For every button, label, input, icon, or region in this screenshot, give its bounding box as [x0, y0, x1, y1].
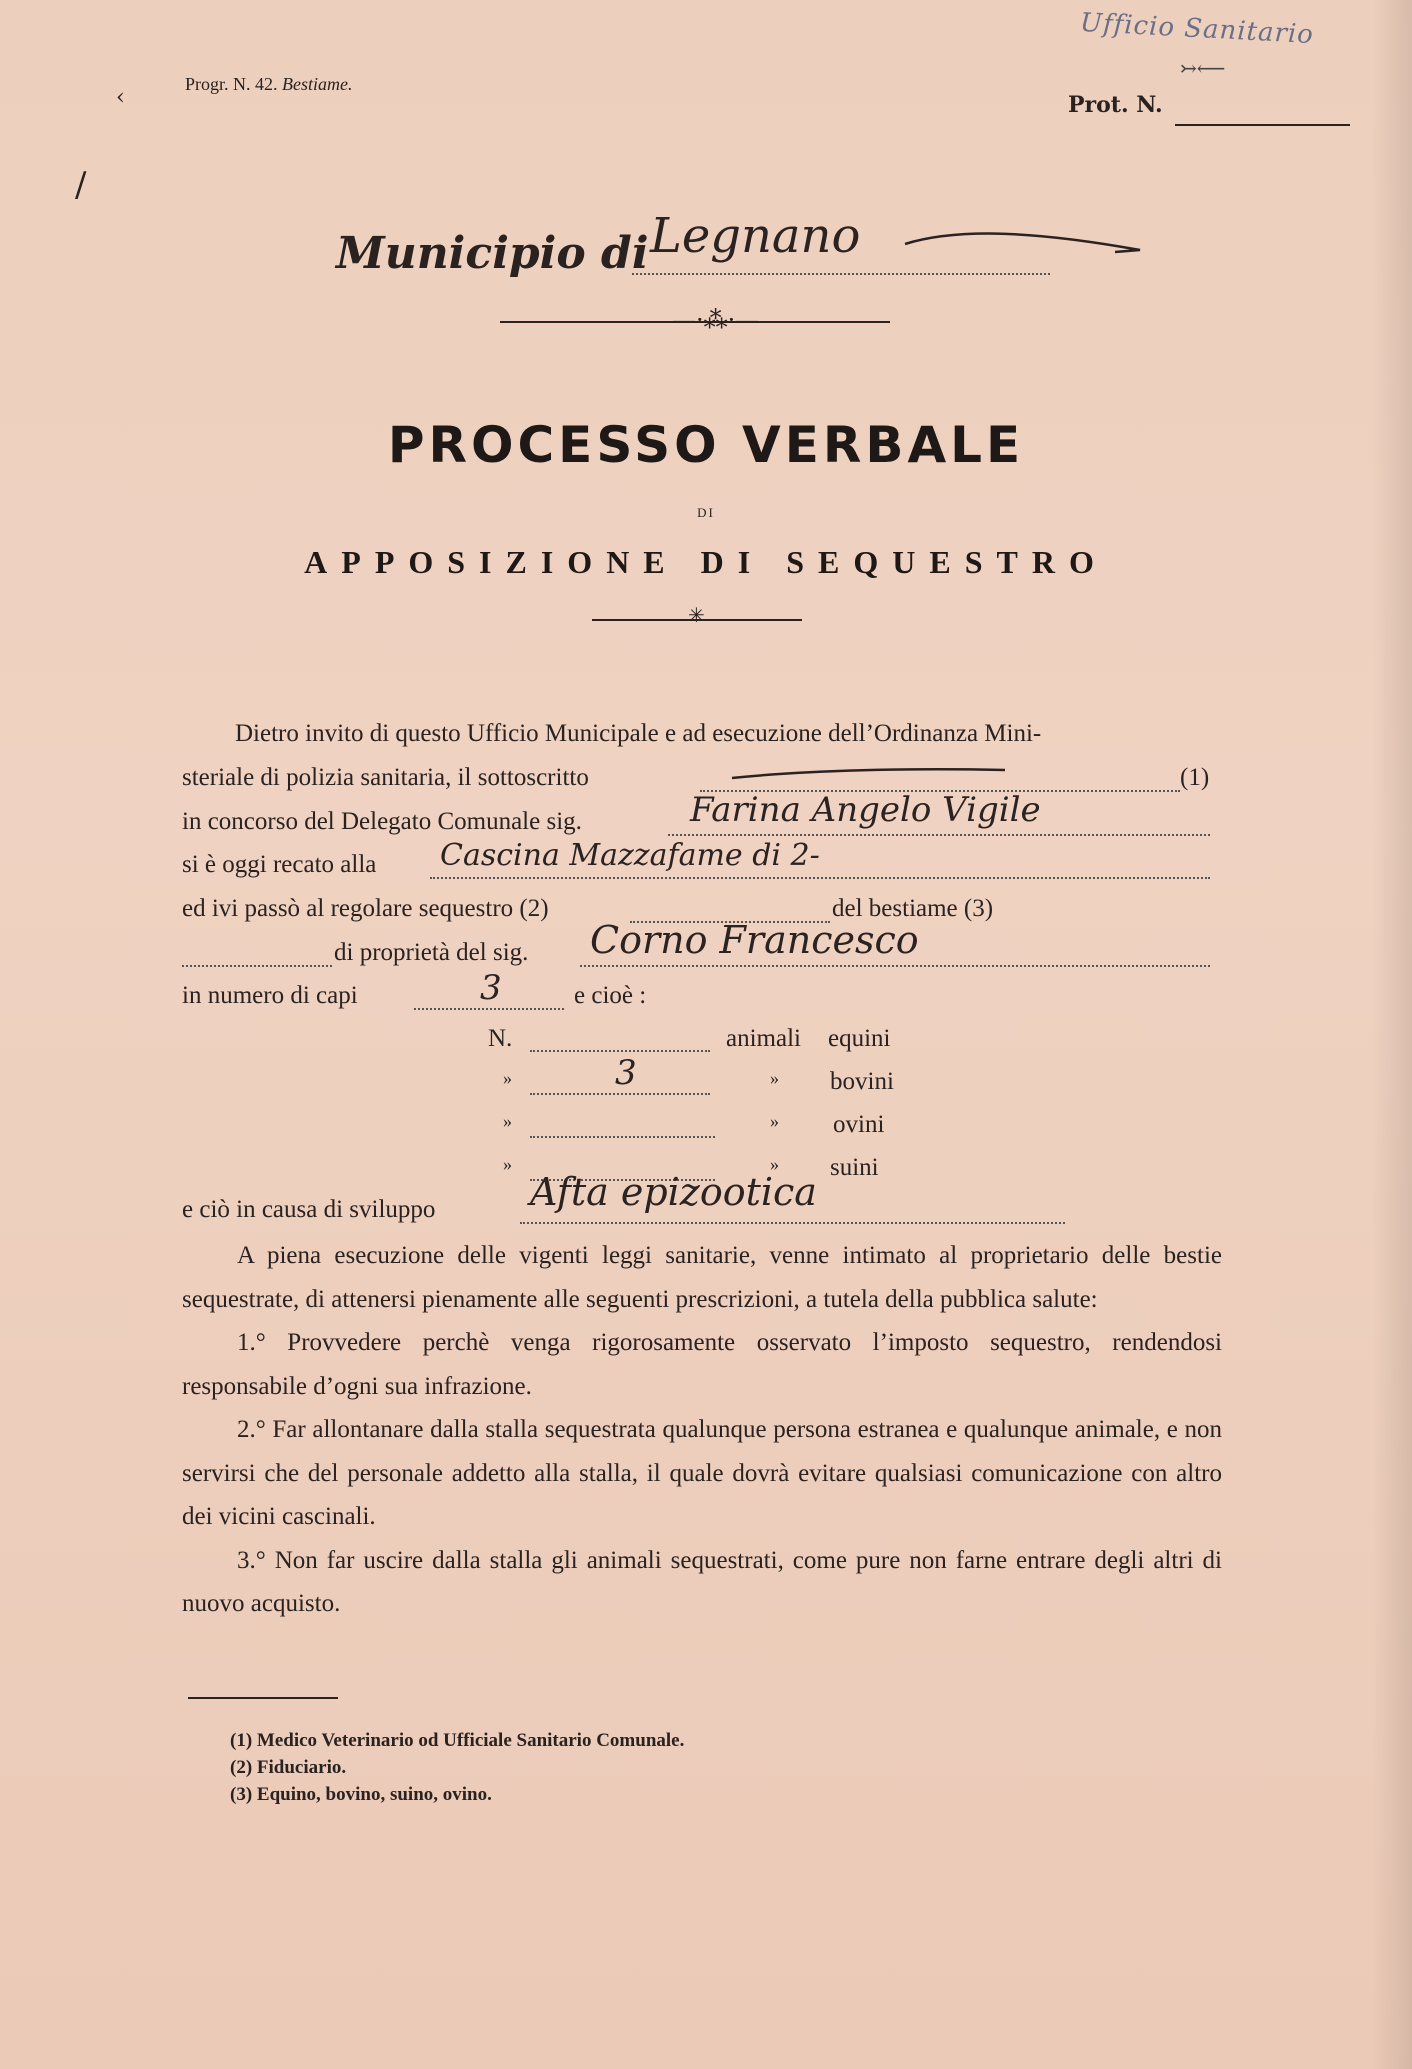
form-line-4: si è oggi recato alla [182, 851, 377, 878]
dotted-field [668, 834, 1210, 836]
dotted-field [580, 965, 1210, 967]
form-line-3: in concorso del Delegato Comunale sig. [182, 808, 582, 835]
dotted-field [530, 1050, 710, 1052]
form-line-2: steriale di polizia sanitaria, il sottoscritto [182, 764, 589, 791]
capi-handwritten: 3 [480, 968, 502, 1008]
prescription-2: 2.° Far allontanare dalla stalla sequestrata qualunque persona estranea e qualunque animale, e non servirsi che del personale addetto alla stalla, il quale dovrà evitare qualsiasi comunicazione con altro dei vicini cascinali. [182, 1416, 1222, 1530]
row-prefix: » [503, 1068, 512, 1088]
footnotes [230, 1727, 684, 1808]
row-prefix: » [503, 1111, 512, 1131]
document-title: PROCESSO VERBALE [387, 416, 1025, 474]
footnote-rule [188, 1697, 338, 1699]
document-subtitle: APPOSIZIONE DI SEQUESTRO [304, 544, 1108, 580]
prescription-3: 3.° Non far uscire dalla stalla gli animali sequestrati, come pure non farne entrare degli altri di nuovo acquisto. [182, 1546, 1222, 1617]
prot-label: Prot. N. [1068, 92, 1163, 118]
causa-handwritten: Afta epizootica [530, 1170, 817, 1214]
handwritten-dash [730, 764, 1010, 784]
footnote-2: (2) Fiduciario. [230, 1757, 347, 1778]
row-kind: suini [830, 1154, 879, 1181]
form-line-5b: del bestiame (3) [832, 895, 994, 922]
progr-category: Bestiame. [282, 74, 353, 94]
row-suffix: » [770, 1068, 779, 1088]
municipio-dotted-line [632, 273, 1050, 275]
proprietario-handwritten: Corno Francesco [590, 918, 919, 962]
prescriptions-text [182, 1234, 1222, 1626]
stamp-ornament: ↣⟵ [1180, 56, 1226, 80]
municipio-label: Municipio di [336, 228, 649, 279]
delegato-handwritten: Farina Angelo Vigile [690, 790, 1041, 830]
progr-number [185, 74, 353, 95]
progr-prefix: Progr. N. 42. [185, 74, 278, 94]
title-di: DI [697, 505, 715, 520]
form-line-1: Dietro invito di questo Ufficio Municipale e ad esecuzione dell’Ordinanza Mini- [235, 720, 1042, 747]
row-prefix: N. [488, 1025, 513, 1052]
dotted-field [430, 877, 1210, 879]
divider-ornament: ✳ [688, 603, 705, 627]
footnote-3: (3) Equino, bovino, suino, ovino. [230, 1784, 492, 1805]
form-line-6: di proprietà del sig. [334, 939, 529, 966]
row-kind: equini [828, 1025, 891, 1052]
footnote-1: (1) Medico Veterinario od Ufficiale Sanitario Comunale. [230, 1730, 685, 1751]
footnote-ref-1: (1) [1180, 764, 1210, 791]
row-suffix: animali [726, 1025, 801, 1052]
paragraph-intro: A piena esecuzione delle vigenti leggi sanitarie, venne intimato al proprietario delle bestie sequestrate, di attenersi pienamente alle seguenti prescrizioni, a tutela della pubblica salute: [182, 1242, 1222, 1313]
row-prefix: » [503, 1154, 512, 1174]
form-line-7b: e cioè : [574, 982, 647, 1009]
row-suffix: » [770, 1154, 779, 1174]
form-line-causa: e ciò in causa di sviluppo [182, 1196, 436, 1223]
divider-ornament: —·⁂·— [672, 306, 760, 334]
margin-mark: / [75, 165, 87, 205]
row-kind: ovini [833, 1111, 885, 1138]
handwritten-flourish [900, 222, 1150, 262]
office-stamp: Ufficio Sanitario [1079, 7, 1315, 51]
row-suffix: » [770, 1111, 779, 1131]
prot-field-line [1175, 124, 1350, 126]
form-line-7a: in numero di capi [182, 982, 358, 1009]
dotted-field [530, 1136, 715, 1138]
form-line-5a: ed ivi passò al regolare sequestro (2) [182, 895, 549, 922]
bovini-handwritten: 3 [615, 1053, 637, 1093]
municipio-handwritten: Legnano [650, 208, 861, 264]
dotted-field [414, 1008, 564, 1010]
cascina-handwritten: Cascina Mazzafame di 2- [440, 838, 820, 873]
margin-mark: ‹ [116, 85, 125, 110]
page-edge-shadow [1372, 0, 1412, 2069]
prescription-1: 1.° Provvedere perchè venga rigorosamente osservato l’imposto sequestro, rendendosi responsabile d’ogni sua infrazione. [182, 1329, 1222, 1400]
dotted-field [182, 965, 332, 967]
row-kind: bovini [830, 1068, 894, 1095]
dotted-field [530, 1093, 710, 1095]
dotted-field [520, 1222, 1065, 1224]
